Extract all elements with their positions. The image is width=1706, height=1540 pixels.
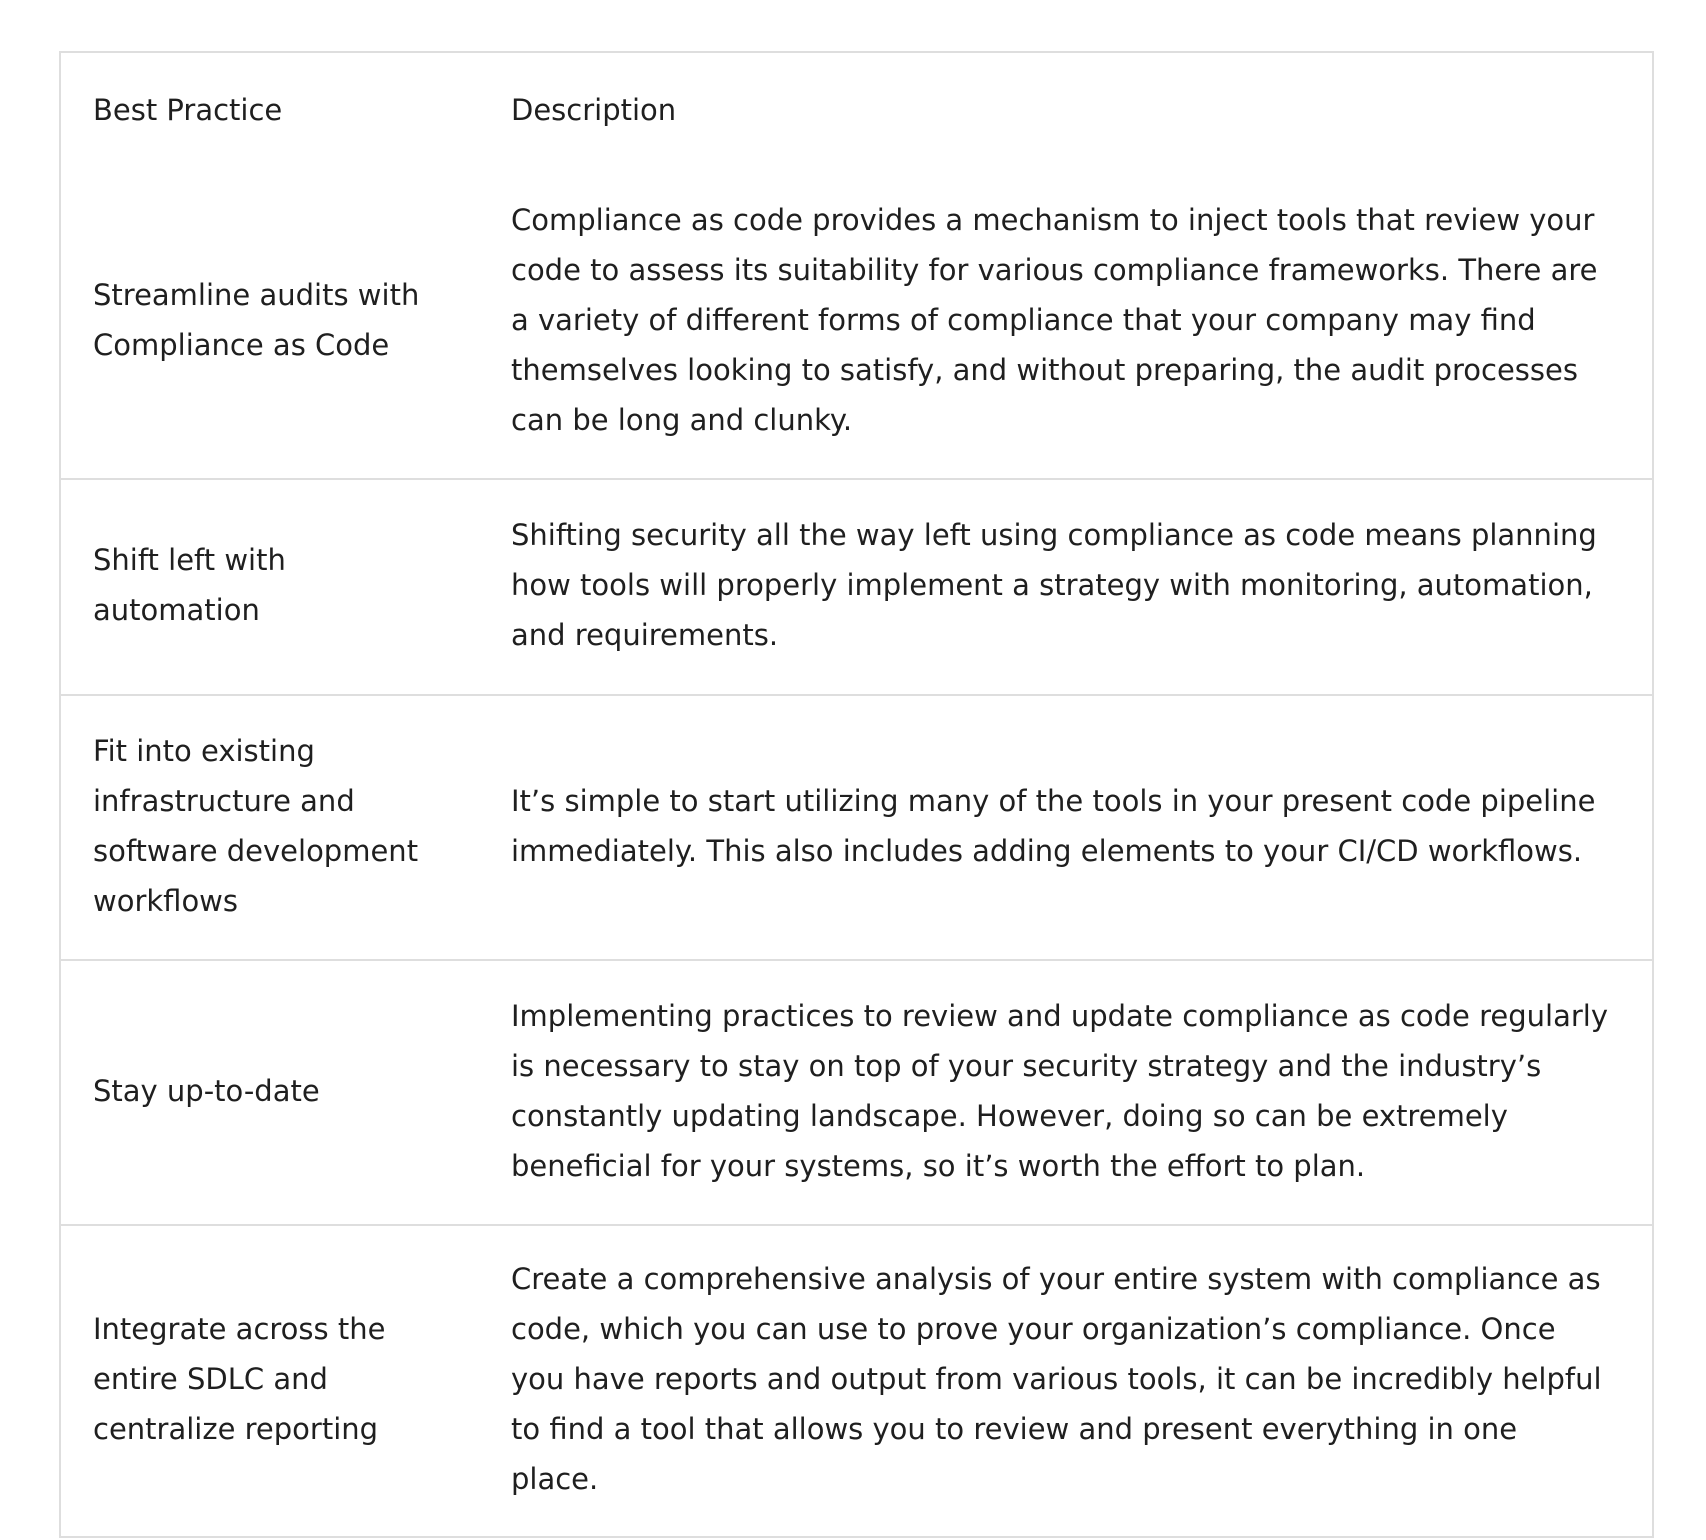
table-row [61,695,1652,960]
description-cell: Compliance as code provides a mechanism to inject tools that review your code to assess its suitability for various compliance frameworks. There are a variety of different forms of compliance that your company may find themselves looking to satisfy, and without preparing, the audit processes can be long and clunky. [511,203,1598,437]
table-row [61,479,1652,695]
table-row [61,1225,1652,1536]
best-practices-table [59,51,1654,1538]
description-cell: Shifting security all the way left using compliance as code means planning how tools will properly implement a strategy with monitoring, automation, and requirements. [479,479,1652,695]
practice-cell: Fit into existing infrastructure and software development workflows [61,695,479,960]
table-row [61,166,1652,479]
practice-cell: Streamline audits with Compliance as Code [93,278,420,362]
description-cell: It’s simple to start utilizing many of the tools in your present code pipeline immediately. This also includes adding elements to your CI/CD workflows. [479,695,1652,960]
description-cell: Create a comprehensive analysis of your entire system with compliance as code, which you can use to prove your organization’s compliance. Once you have reports and output from various tools, it can be incredibly helpful to find a tool that allows you to review and present everything in one place. [479,1225,1652,1536]
description-cell: Implementing practices to review and update compliance as code regularly is necessary to stay on top of your security strategy and the industry’s constantly updating landscape. However, doing so can be extremely beneficial for your systems, so it’s worth the effort to plan. [479,960,1652,1225]
header-row [61,53,1652,166]
practice-cell: Stay up-to-date [61,960,479,1225]
table [61,53,1652,1536]
header-description: Description [511,92,677,127]
header-best-practice: Best Practice [93,92,283,127]
table-header [61,53,1652,166]
table-body [61,166,1652,1536]
table-row [61,960,1652,1225]
practice-cell: Integrate across the entire SDLC and centralize reporting [61,1225,479,1536]
practice-cell: Shift left with automation [61,479,479,695]
